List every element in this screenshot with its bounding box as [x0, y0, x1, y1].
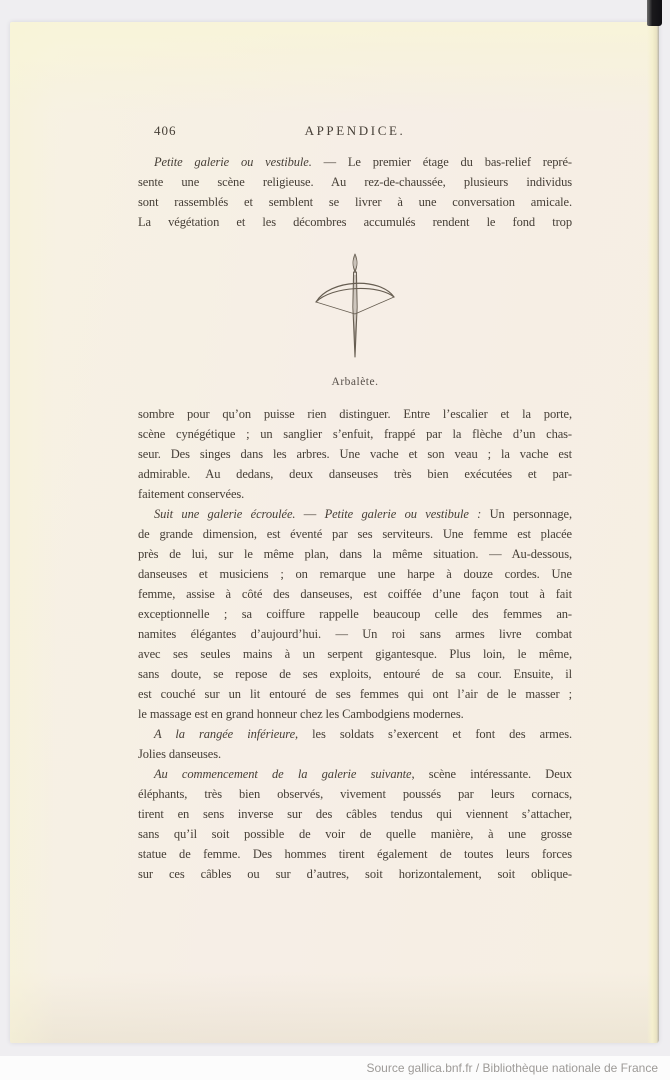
text-line: exceptionnelle ; sa coiffure rappelle beaucoup celle des femmes an- [138, 607, 572, 621]
paragraph [138, 764, 572, 884]
text-line: est couché sur un lit entouré de ses femmes qui ont l’air de le masser ; [138, 687, 572, 701]
paragraph [138, 152, 572, 232]
page-edge [647, 22, 659, 1043]
text-line: La végétation et les décombres accumulés rendent le fond trop [138, 215, 572, 229]
page-number: 406 [154, 123, 177, 138]
text-line: près de lui, sur le même plan, dans la même situation. — Au-dessous, [138, 547, 572, 561]
figure-caption: Arbalète. [331, 376, 379, 388]
text-line: statue de femme. Des hommes tirent également de toutes leurs forces [138, 847, 572, 861]
text-line: sur ces câbles ou sur d’autres, soit horizontalement, soit oblique- [138, 867, 572, 881]
text-line: seur. Des singes dans les arbres. Une vache et son veau ; la vache est [138, 447, 572, 461]
text-line: le massage est en grand honneur chez les Cambodgiens modernes. [138, 707, 464, 721]
text-block-bottom [138, 404, 572, 884]
running-title: APPENDICE. [304, 123, 406, 138]
text-line: avec ses seules mains à un serpent gigantesque. Plus loin, le même, [138, 647, 572, 661]
text-line: sont rassemblés et semblent se livrer à une conversation amicale. [138, 195, 572, 209]
text-line: de grande dimension, est éventé par ses serviteurs. Une femme est placée [138, 527, 572, 541]
text-line: Jolies danseuses. [138, 747, 222, 761]
text-line: éléphants, très bien observés, vivement poussés par leurs cornacs, [138, 787, 572, 801]
text-line: sente une scène religieuse. Au rez-de-chaussée, plusieurs individus [138, 175, 572, 189]
text-line: sans qu’il soit possible de voir de quelle manière, à une grosse [138, 827, 572, 841]
text-line: scène cynégétique ; un sanglier s’enfuit, frappé par la flèche d’un chas- [138, 427, 572, 441]
crossbow-figure [138, 253, 572, 390]
book-page [10, 22, 659, 1043]
text-line: danseuses et musiciens ; on remarque une harpe à douze cordes. Une [138, 567, 572, 581]
text-line: namites élégantes d’aujourd’hui. — Un roi sans armes livre combat [138, 627, 572, 641]
paragraph [138, 504, 572, 724]
crossbow-icon [310, 253, 400, 365]
text-line: admirable. Au dedans, deux danseuses très bien exécutées et par- [138, 467, 572, 481]
text-line: sans doute, se repose de ses exploits, entouré de sa cour. Ensuite, il [138, 667, 572, 681]
page-header [138, 123, 572, 139]
paragraph [138, 724, 572, 764]
text-line: sombre pour qu’on puisse rien distinguer. Entre l’escalier et la porte, [138, 407, 572, 421]
paragraph [138, 404, 572, 504]
text-line: A la rangée inférieure, les soldats s’exercent et font des armes. [154, 727, 572, 741]
text-line: Au commencement de la galerie suivante, scène intéressante. Deux [154, 767, 572, 781]
text-line: tirent en sens inverse sur des câbles tendus qui viennent s’attacher, [138, 807, 572, 821]
source-footer [0, 1056, 670, 1080]
binding-mark [647, 0, 662, 26]
page-content [138, 123, 572, 884]
text-block-top [138, 152, 572, 232]
text-line: faitement conservées. [138, 487, 245, 501]
text-line: femme, assise à côté des danseuses, est coiffée d’une façon tout à fait [138, 587, 572, 601]
source-credit: Source gallica.bnf.fr / Bibliothèque nationale de France [366, 1061, 658, 1075]
text-line: Suit une galerie écroulée. — Petite galerie ou vestibule : Un personnage, [154, 507, 573, 521]
text-line: Petite galerie ou vestibule. — Le premier étage du bas-relief repré- [154, 155, 572, 169]
